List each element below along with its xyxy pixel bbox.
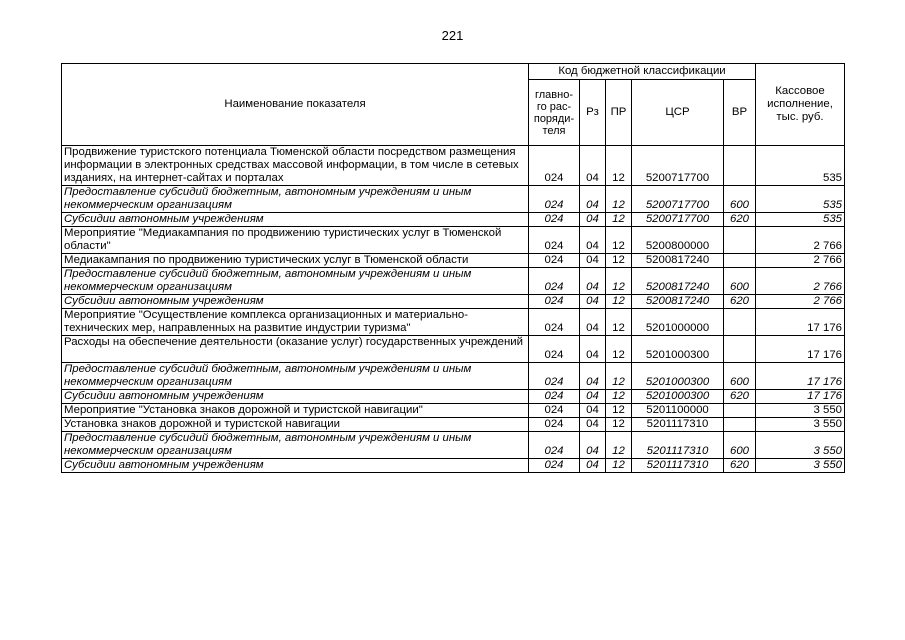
cell-glavn: 024 <box>529 309 580 336</box>
cell-csr: 5200717700 <box>632 146 724 186</box>
page-number: 221 <box>441 28 464 43</box>
cell-amount: 3 550 <box>756 432 845 459</box>
cell-rz: 04 <box>580 404 606 418</box>
cell-rz: 04 <box>580 432 606 459</box>
cell-amount: 535 <box>756 213 845 227</box>
cell-csr: 5200717700 <box>632 186 724 213</box>
cell-rz: 04 <box>580 146 606 186</box>
cell-pr: 12 <box>606 309 632 336</box>
cell-glavn: 024 <box>529 227 580 254</box>
header-amount: Кассовое исполнение, тыс. руб. <box>756 64 845 146</box>
cell-name: Мероприятие "Осуществление комплекса организационных и материально-технических мер, направленных на развитие индустрии туризма" <box>62 309 529 336</box>
budget-table <box>61 63 845 473</box>
cell-pr: 12 <box>606 254 632 268</box>
cell-pr: 12 <box>606 146 632 186</box>
cell-csr: 5201000300 <box>632 363 724 390</box>
cell-pr: 12 <box>606 268 632 295</box>
cell-pr: 12 <box>606 432 632 459</box>
cell-amount: 17 176 <box>756 309 845 336</box>
cell-name: Продвижение туристского потенциала Тюменской области посредством размещения информации в электронных средствах массовой информации, в том числе в сетевых изданиях, на интернет-сайтах и порталах <box>62 146 529 186</box>
header-vr: ВР <box>724 80 756 146</box>
cell-name: Предоставление субсидий бюджетным, автономным учреждениям и иным некоммерческим организациям <box>62 186 529 213</box>
cell-glavn: 024 <box>529 418 580 432</box>
cell-rz: 04 <box>580 336 606 363</box>
table-row <box>62 404 845 418</box>
cell-pr: 12 <box>606 213 632 227</box>
cell-csr: 5200717700 <box>632 213 724 227</box>
cell-name: Установка знаков дорожной и туристской навигации <box>62 418 529 432</box>
cell-glavn: 024 <box>529 404 580 418</box>
cell-name: Субсидии автономным учреждениям <box>62 295 529 309</box>
header-code-group: Код бюджетной классификации <box>529 64 756 80</box>
cell-rz: 04 <box>580 227 606 254</box>
cell-name: Предоставление субсидий бюджетным, автономным учреждениям и иным некоммерческим организациям <box>62 268 529 295</box>
cell-amount: 17 176 <box>756 363 845 390</box>
cell-rz: 04 <box>580 295 606 309</box>
cell-glavn: 024 <box>529 459 580 473</box>
table-row <box>62 186 845 213</box>
cell-amount: 2 766 <box>756 295 845 309</box>
cell-vr: 600 <box>724 268 756 295</box>
cell-name: Субсидии автономным учреждениям <box>62 390 529 404</box>
cell-glavn: 024 <box>529 363 580 390</box>
cell-glavn: 024 <box>529 268 580 295</box>
cell-csr: 5201117310 <box>632 418 724 432</box>
cell-glavn: 024 <box>529 146 580 186</box>
cell-glavn: 024 <box>529 295 580 309</box>
cell-rz: 04 <box>580 186 606 213</box>
table-row <box>62 309 845 336</box>
table-row <box>62 418 845 432</box>
cell-csr: 5200800000 <box>632 227 724 254</box>
cell-amount: 3 550 <box>756 418 845 432</box>
table-row <box>62 227 845 254</box>
cell-name: Предоставление субсидий бюджетным, автономным учреждениям и иным некоммерческим организациям <box>62 363 529 390</box>
cell-pr: 12 <box>606 227 632 254</box>
cell-pr: 12 <box>606 404 632 418</box>
cell-name: Медиакампания по продвижению туристических услуг в Тюменской области <box>62 254 529 268</box>
cell-rz: 04 <box>580 390 606 404</box>
cell-rz: 04 <box>580 309 606 336</box>
cell-pr: 12 <box>606 336 632 363</box>
cell-csr: 5201000300 <box>632 390 724 404</box>
cell-vr: 620 <box>724 390 756 404</box>
cell-rz: 04 <box>580 418 606 432</box>
header-glavn: главно-го рас-поряди-теля <box>529 80 580 146</box>
table-row <box>62 459 845 473</box>
table-row <box>62 295 845 309</box>
cell-pr: 12 <box>606 363 632 390</box>
table-row <box>62 336 845 363</box>
cell-csr: 5200817240 <box>632 254 724 268</box>
cell-csr: 5201117310 <box>632 432 724 459</box>
header-pr: ПР <box>606 80 632 146</box>
cell-amount: 17 176 <box>756 336 845 363</box>
cell-rz: 04 <box>580 459 606 473</box>
cell-amount: 17 176 <box>756 390 845 404</box>
cell-csr: 5201000000 <box>632 309 724 336</box>
cell-csr: 5200817240 <box>632 268 724 295</box>
cell-name: Мероприятие "Медиакампания по продвижению туристических услуг в Тюменской области" <box>62 227 529 254</box>
cell-csr: 5201117310 <box>632 459 724 473</box>
cell-glavn: 024 <box>529 336 580 363</box>
cell-glavn: 024 <box>529 390 580 404</box>
cell-name: Субсидии автономным учреждениям <box>62 459 529 473</box>
cell-amount: 2 766 <box>756 268 845 295</box>
cell-vr: 620 <box>724 459 756 473</box>
cell-name: Субсидии автономным учреждениям <box>62 213 529 227</box>
table-body <box>62 146 845 473</box>
cell-name: Мероприятие "Установка знаков дорожной и туристской навигации" <box>62 404 529 418</box>
cell-pr: 12 <box>606 459 632 473</box>
cell-pr: 12 <box>606 390 632 404</box>
cell-pr: 12 <box>606 295 632 309</box>
cell-vr <box>724 254 756 268</box>
cell-vr: 600 <box>724 432 756 459</box>
table-row <box>62 432 845 459</box>
cell-rz: 04 <box>580 254 606 268</box>
table-row <box>62 146 845 186</box>
cell-pr: 12 <box>606 418 632 432</box>
cell-vr <box>724 418 756 432</box>
cell-csr: 5201000300 <box>632 336 724 363</box>
cell-vr <box>724 309 756 336</box>
cell-vr <box>724 146 756 186</box>
cell-glavn: 024 <box>529 254 580 268</box>
cell-glavn: 024 <box>529 213 580 227</box>
table-row <box>62 254 845 268</box>
cell-amount: 3 550 <box>756 404 845 418</box>
cell-amount: 3 550 <box>756 459 845 473</box>
cell-amount: 535 <box>756 186 845 213</box>
header-name: Наименование показателя <box>62 64 529 146</box>
cell-csr: 5201100000 <box>632 404 724 418</box>
cell-name: Предоставление субсидий бюджетным, автономным учреждениям и иным некоммерческим организациям <box>62 432 529 459</box>
header-csr: ЦСР <box>632 80 724 146</box>
cell-glavn: 024 <box>529 186 580 213</box>
cell-rz: 04 <box>580 363 606 390</box>
cell-vr: 600 <box>724 186 756 213</box>
cell-vr <box>724 336 756 363</box>
cell-amount: 2 766 <box>756 254 845 268</box>
header-rz: Рз <box>580 80 606 146</box>
cell-vr <box>724 404 756 418</box>
cell-name: Расходы на обеспечение деятельности (оказание услуг) государственных учреждений <box>62 336 529 363</box>
cell-vr: 620 <box>724 213 756 227</box>
cell-amount: 535 <box>756 146 845 186</box>
cell-csr: 5200817240 <box>632 295 724 309</box>
table-row <box>62 390 845 404</box>
cell-vr: 600 <box>724 363 756 390</box>
cell-pr: 12 <box>606 186 632 213</box>
table-row <box>62 213 845 227</box>
table-row <box>62 363 845 390</box>
cell-vr <box>724 227 756 254</box>
cell-vr: 620 <box>724 295 756 309</box>
cell-rz: 04 <box>580 213 606 227</box>
cell-amount: 2 766 <box>756 227 845 254</box>
table-row <box>62 268 845 295</box>
cell-glavn: 024 <box>529 432 580 459</box>
cell-rz: 04 <box>580 268 606 295</box>
